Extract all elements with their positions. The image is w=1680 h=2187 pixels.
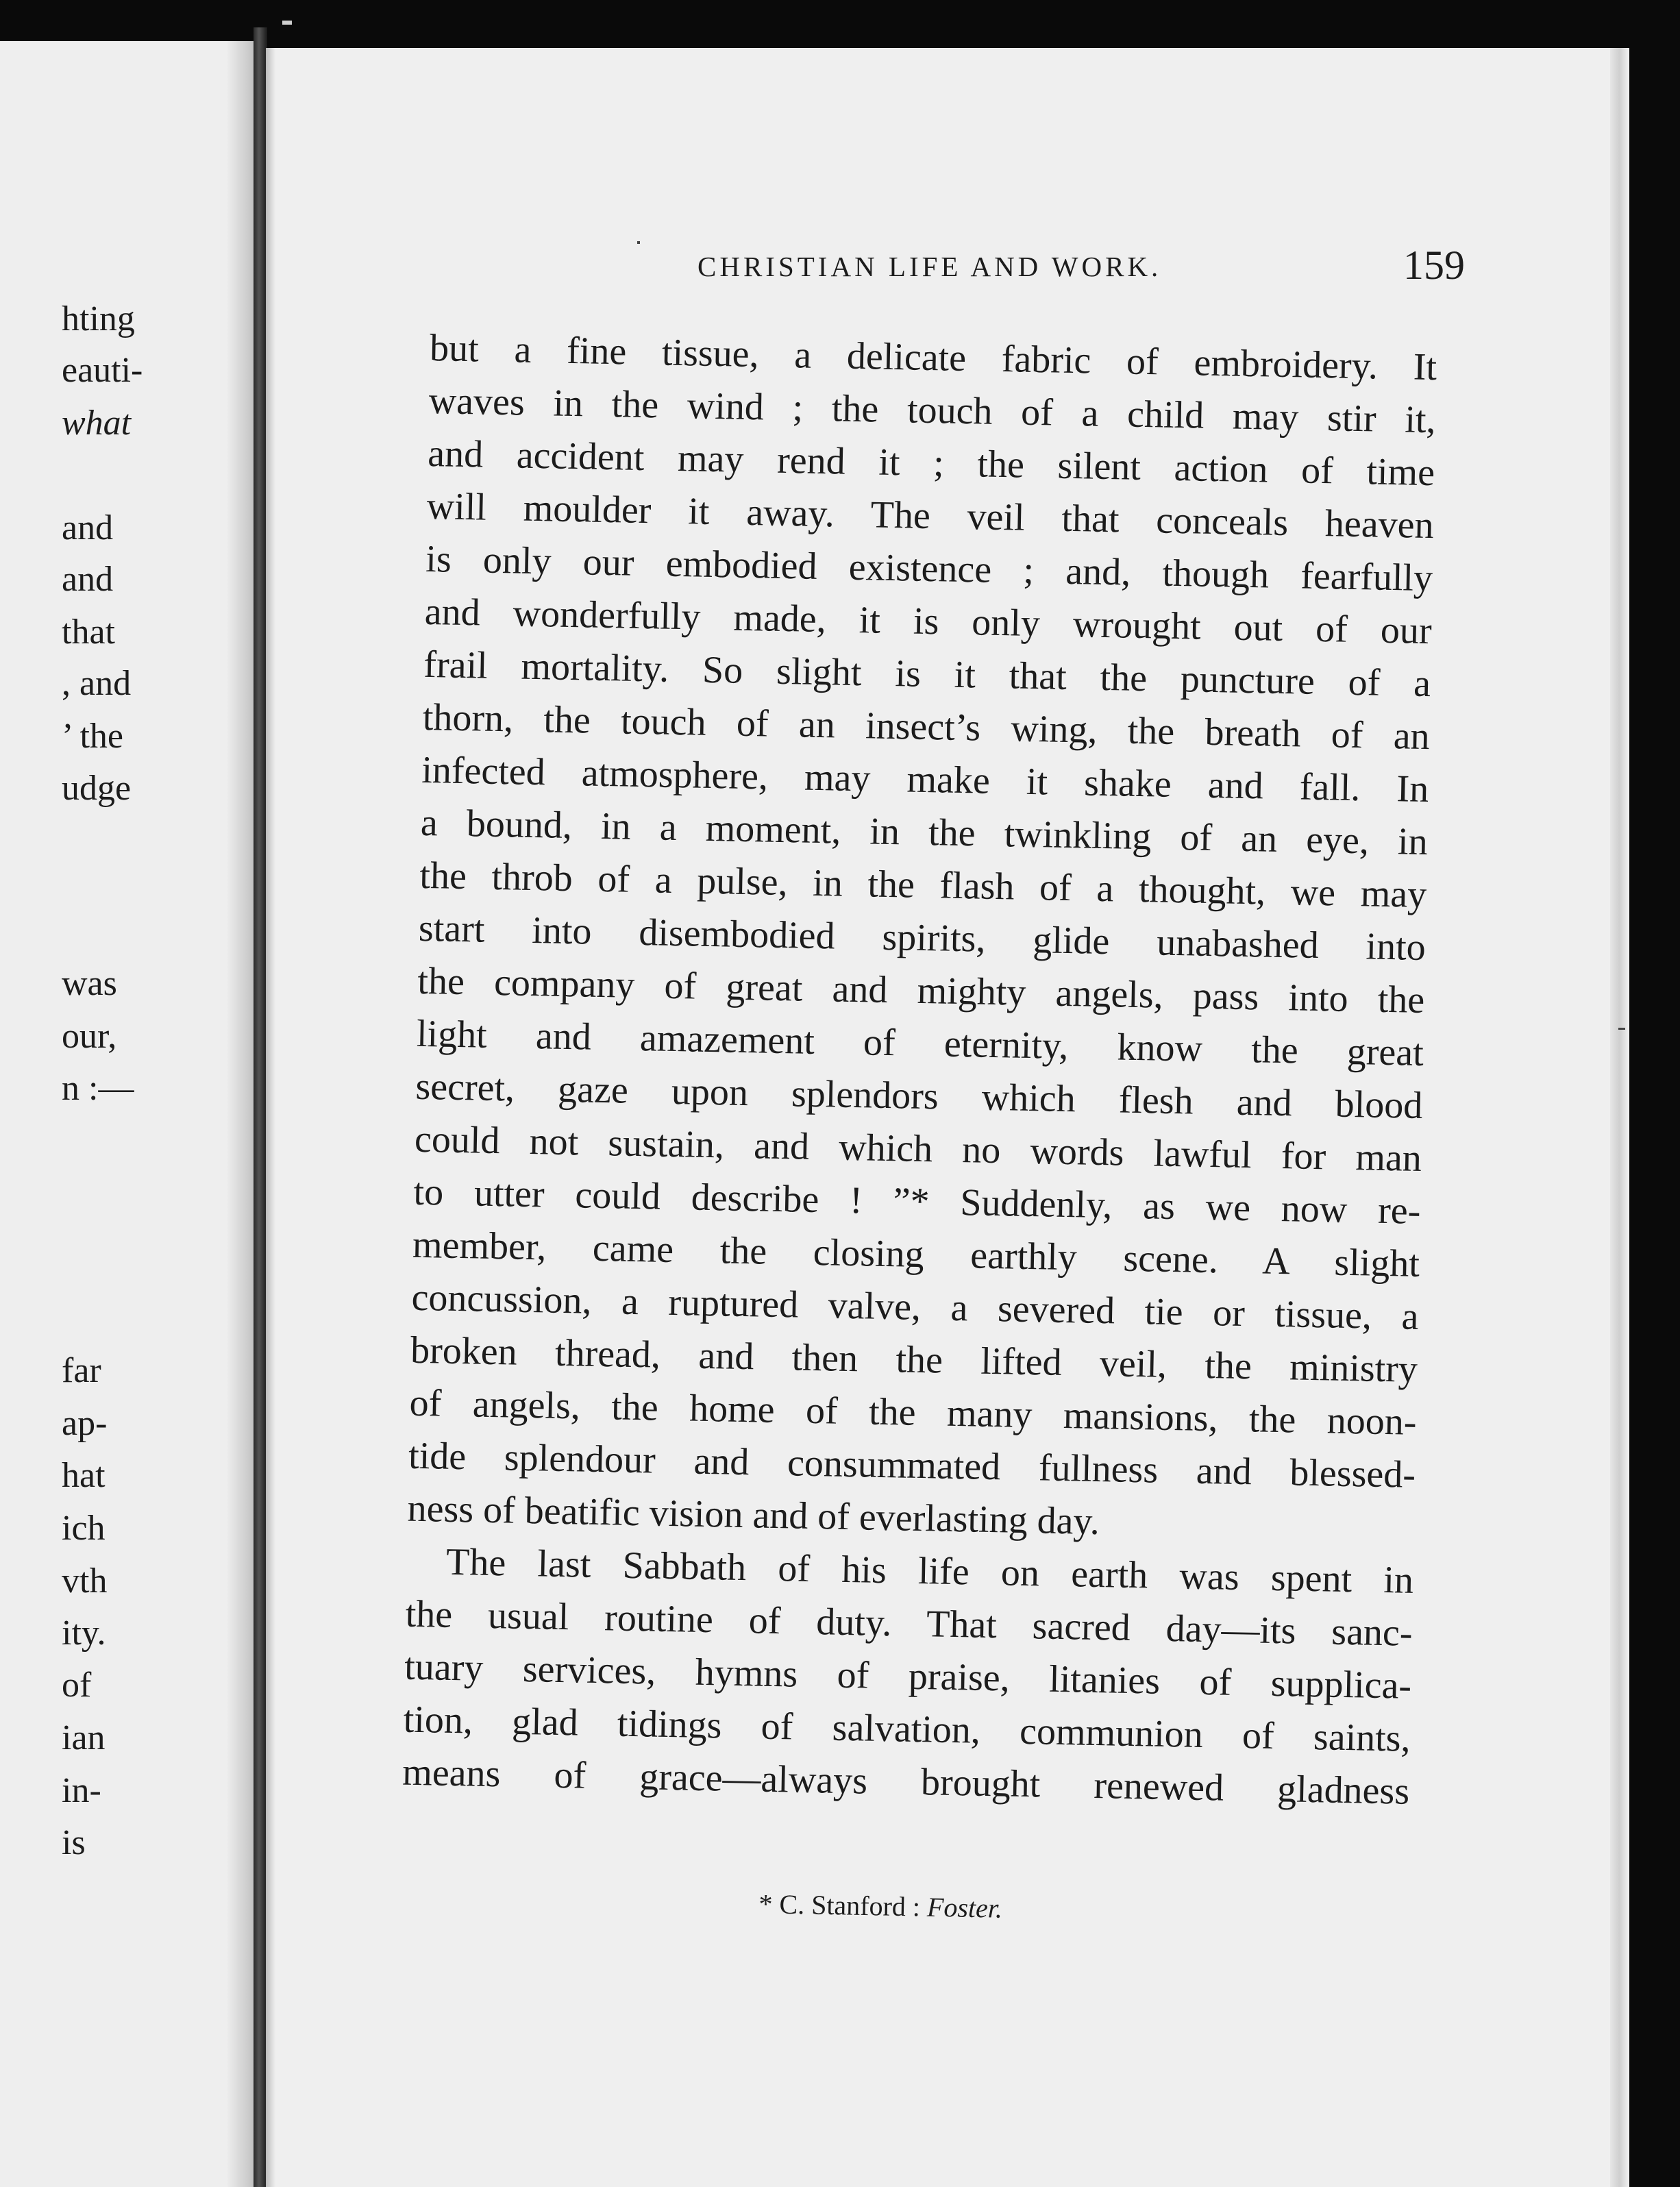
paragraph-start-line: The last Sabbath of his life on earth was spent in xyxy=(445,1540,1414,1602)
previous-page-fragment: ap- xyxy=(62,1404,108,1443)
text-line: the company of great and mighty angels, pass into the xyxy=(417,959,1425,1022)
footnote xyxy=(758,1888,1002,1925)
previous-page-fragment: that xyxy=(62,613,115,652)
previous-page-fragment: what xyxy=(62,404,132,443)
previous-page-fragment: and xyxy=(62,508,114,547)
previous-page-fragment: and xyxy=(62,560,114,599)
previous-page-fragment: was xyxy=(62,964,117,1003)
text-line: infected atmosphere, may make it shake and fall. In xyxy=(421,748,1429,811)
text-line: tide splendour and consummated fullness and blessed- xyxy=(408,1434,1416,1496)
previous-page-fragment: far xyxy=(62,1351,101,1390)
page-number: 159 xyxy=(1403,243,1465,288)
previous-page-fragment: ’ the xyxy=(62,717,123,756)
text-line: tuary services, hymns of praise, litanies of supplica- xyxy=(404,1645,1412,1707)
scan-speck xyxy=(282,21,292,25)
previous-page-fragment: udge xyxy=(62,769,132,808)
text-line: and accident may rend it ; the silent action of time xyxy=(427,432,1435,495)
book-spine xyxy=(254,27,267,2187)
text-line: thorn, the touch of an insect’s wing, the breath of an xyxy=(422,695,1431,758)
gutter-shadow xyxy=(226,41,254,2187)
paragraph-end-line: ness of beatific vision and of everlasting day. xyxy=(407,1487,1100,1544)
body-text xyxy=(402,322,1437,1818)
previous-page-fragment: ich xyxy=(62,1509,106,1548)
scan-speck xyxy=(1618,1028,1625,1030)
text-line: light and amazement of eternity, know the great xyxy=(416,1012,1424,1075)
page-inner-edge xyxy=(266,48,275,2187)
previous-page-fragment: eauti- xyxy=(62,351,143,390)
text-line: tion, glad tidings of salvation, communion of saints, xyxy=(403,1698,1411,1760)
text-line: the usual routine of duty. That sacred day—its sanc- xyxy=(405,1592,1413,1655)
text-line: frail mortality. So slight is it that the puncture of a xyxy=(423,643,1431,706)
text-line: member, came the closing earthly scene. A slight xyxy=(412,1223,1420,1285)
running-head: CHRISTIAN LIFE AND WORK. xyxy=(697,251,1162,282)
previous-page-fragment: n :— xyxy=(62,1069,134,1108)
text-line: could not sustain, and which no words lawful for man xyxy=(414,1117,1422,1180)
previous-page-fragment: vth xyxy=(62,1561,108,1601)
text-line: waves in the wind ; the touch of a child may stir it, xyxy=(428,379,1437,442)
text-line: of angels, the home of the many mansions, the noon- xyxy=(409,1381,1418,1444)
text-line: is only our embodied existence ; and, though fearfully xyxy=(425,537,1433,600)
scan-speck xyxy=(637,241,640,244)
text-line: and wonderfully made, it is only wrought out of our xyxy=(424,590,1433,653)
text-line: concussion, a ruptured valve, a severed tie or tissue, a xyxy=(411,1276,1419,1338)
page-outer-edge xyxy=(1610,48,1629,2187)
footnote-marker: * C. Stanford : xyxy=(758,1888,921,1923)
text-line: the throb of a pulse, in the flash of a thought, we may xyxy=(419,854,1427,917)
previous-page-fragment: ian xyxy=(62,1718,106,1757)
text-line: will moulder it away. The veil that conceals heaven xyxy=(426,484,1435,547)
text-line: secret, gaze upon splendors which flesh and blood xyxy=(415,1065,1423,1128)
text-line: to utter could describe ! ”* Suddenly, as we now re- xyxy=(413,1170,1421,1233)
text-line: a bound, in a moment, in the twinkling of an eye, in xyxy=(420,801,1429,864)
previous-page-fragment: is xyxy=(62,1823,86,1862)
text-line: start into disembodied spirits, glide unabashed into xyxy=(418,906,1426,969)
previous-page-strip xyxy=(0,41,254,2187)
text-line: means of grace—always brought renewed gladness xyxy=(402,1751,1410,1813)
book-page xyxy=(266,48,1629,2187)
text-line: broken thread, and then the lifted veil, the ministry xyxy=(410,1329,1418,1391)
text-line: but a fine tissue, a delicate fabric of embroidery. It xyxy=(429,326,1437,389)
previous-page-fragment: ity. xyxy=(62,1614,106,1653)
previous-page-fragment: hat xyxy=(62,1456,106,1495)
previous-page-fragment: , and xyxy=(62,664,132,703)
previous-page-fragment: hting xyxy=(62,299,135,338)
previous-page-fragment: in- xyxy=(62,1771,101,1810)
footnote-title: Foster. xyxy=(926,1891,1003,1924)
previous-page-fragment: of xyxy=(62,1666,92,1705)
previous-page-fragment: our, xyxy=(62,1017,117,1056)
